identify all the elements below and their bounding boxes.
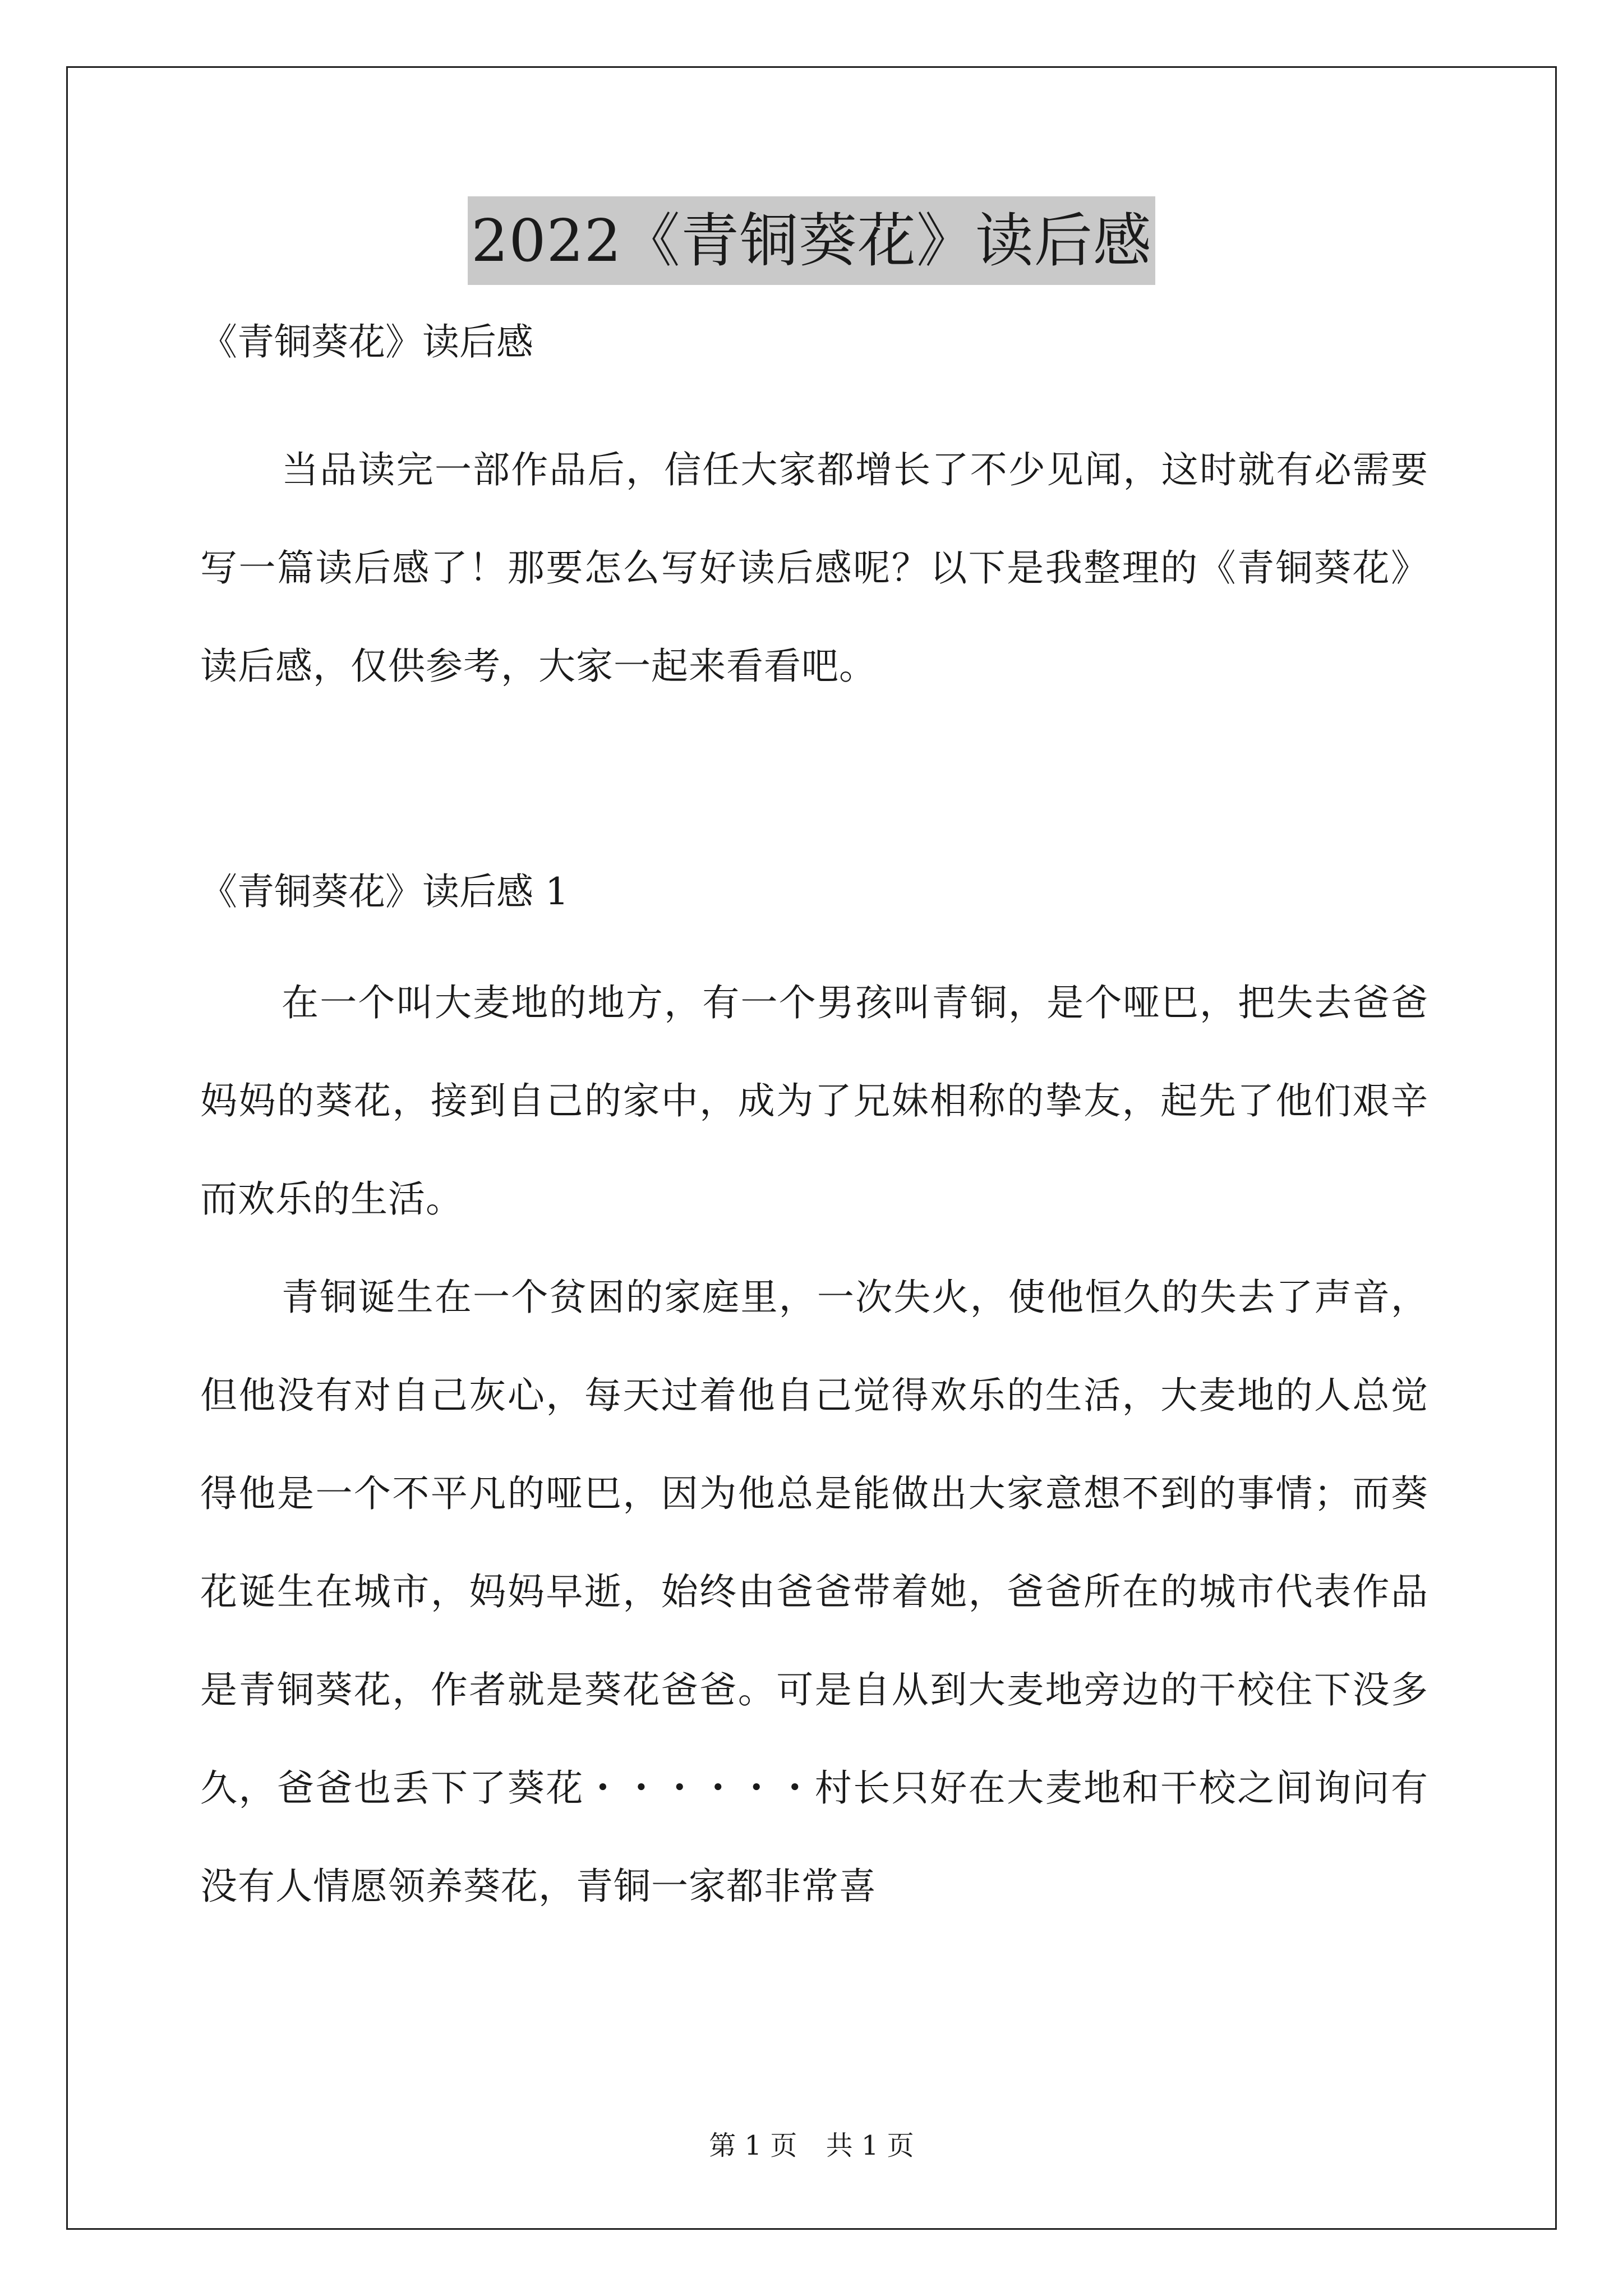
body-paragraph: 青铜诞生在一个贫困的家庭里，一次失火，使他恒久的失去了声音，但他没有对自己灰心，每天过着他自己觉得欢乐的生活，大麦地的人总觉得他是一个不平凡的哑巴，因为他总是能做出大家意想不到的事情；而葵花诞生在城市，妈妈早逝，始终由爸爸带着她，爸爸所在的城市代表作品是青铜葵花，作者就是葵花爸爸。可是自从到大麦地旁边的干校住下没多久，爸爸也丢下了葵花・・・・・・村长只好在大麦地和干校之间询问有没有人情愿领养葵花，青铜一家都非常喜 — [200, 1276, 1428, 1908]
spacer — [200, 370, 1428, 421]
page-footer — [0, 2129, 1623, 2162]
subtitle: 《青铜葵花》读后感 — [200, 320, 533, 364]
document-title: 2022《青铜葵花》读后感 — [468, 196, 1155, 285]
intro-paragraph: 当品读完一部作品后，信任大家都增长了不少见闻，这时就有必需要写一篇读后感了！那要怎么写好读后感呢？以下是我整理的《青铜葵花》读后感，仅供参考，大家一起来看看吧。 — [200, 448, 1428, 688]
page-number: 第 1 页 — [709, 2130, 797, 2161]
spacer — [200, 715, 1428, 864]
spacer — [200, 920, 1428, 954]
body-paragraph: 在一个叫大麦地的地方，有一个男孩叫青铜，是个哑巴，把失去爸爸妈妈的葵花，接到自己的家中，成为了兄妹相称的挚友，起先了他们艰辛而欢乐的生活。 — [200, 981, 1428, 1221]
title-container — [0, 196, 1623, 285]
section-heading: 《青铜葵花》读后感 1 — [200, 870, 569, 913]
document-body — [200, 314, 1428, 1935]
page-total: 共 1 页 — [826, 2130, 914, 2161]
